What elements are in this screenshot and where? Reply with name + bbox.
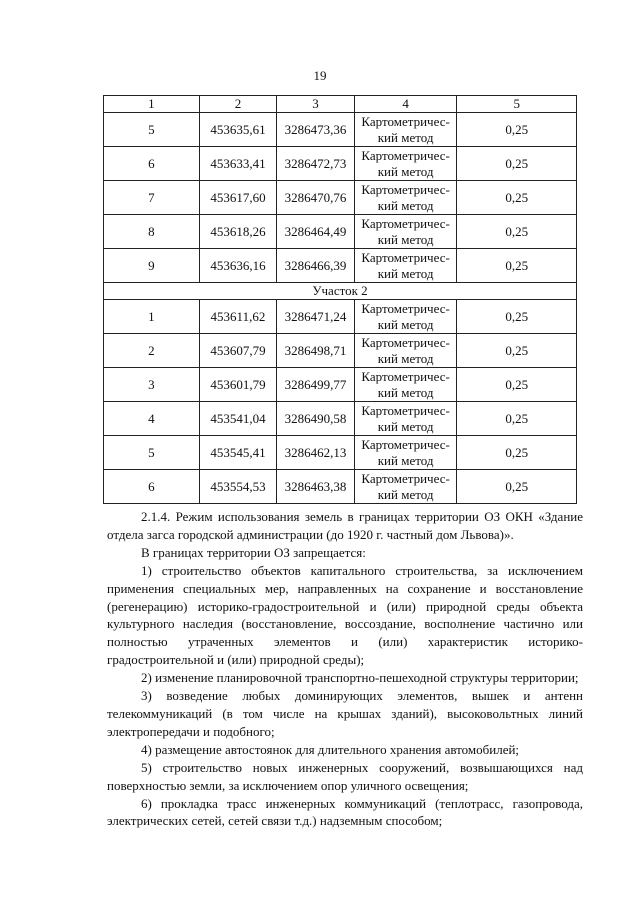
coord-x: 453554,53 [199, 470, 276, 504]
table-row [104, 368, 577, 402]
method-line: Картометричес- [361, 181, 450, 197]
method-line: Картометричес- [361, 113, 450, 129]
method-cell [354, 147, 457, 181]
coord-y: 3286499,77 [277, 368, 355, 402]
coord-y: 3286490,58 [277, 402, 355, 436]
method-line: Картометричес- [361, 215, 450, 231]
coord-y: 3286464,49 [277, 215, 355, 249]
method-cell [354, 436, 457, 470]
coord-y: 3286472,73 [277, 147, 355, 181]
header-cell: 5 [457, 96, 577, 113]
coord-x: 453635,61 [199, 113, 276, 147]
table-row [104, 147, 577, 181]
method-line: кий метод [377, 384, 434, 400]
method-cell [354, 470, 457, 504]
list-item: 3) возведение любых доминирующих элементов, вышек и антенн телекоммуникаций (в том числе на крышах зданий), высоковольтных линий электропередачи и подобного; [107, 688, 583, 739]
list-item: 4) размещение автостоянок для длительного хранения автомобилей; [141, 741, 520, 757]
accuracy: 0,25 [457, 113, 577, 147]
header-cell: 2 [199, 96, 276, 113]
list-item: 5) строительство новых инженерных сооружений, возвышающихся над поверхностью земли, за исключением опор уличного освещения; [107, 759, 583, 793]
coord-y: 3286463,38 [277, 470, 355, 504]
method-line: кий метод [377, 197, 434, 213]
accuracy: 0,25 [457, 470, 577, 504]
method-line: Картометричес- [361, 249, 450, 265]
list-item: 1) строительство объектов капитального строительства, за исключением применения специальных мер, направленных на сохранение и восстановление (регенерацию) историко-градостроительной и (или) природной среды объекта культурного наследия (восстановление, воссоздание, восполнение частично или полностью утраченных элементов и (или) характеристик историко-градостроительной и (или) природной среды); [107, 562, 583, 668]
accuracy: 0,25 [457, 300, 577, 334]
method-cell [354, 402, 457, 436]
point-number: 5 [104, 436, 200, 470]
coord-y: 3286470,76 [277, 181, 355, 215]
coord-x: 453633,41 [199, 147, 276, 181]
method-line: кий метод [377, 452, 434, 468]
point-number: 7 [104, 181, 200, 215]
coord-y: 3286473,36 [277, 113, 355, 147]
method-line: Картометричес- [361, 402, 450, 418]
accuracy: 0,25 [457, 147, 577, 181]
coord-y: 3286498,71 [277, 334, 355, 368]
accuracy: 0,25 [457, 334, 577, 368]
coord-y: 3286462,13 [277, 436, 355, 470]
method-line: кий метод [377, 350, 434, 366]
header-cell: 4 [354, 96, 457, 113]
table-row [104, 402, 577, 436]
body-text [107, 508, 583, 830]
table-row [104, 470, 577, 504]
table-row [104, 181, 577, 215]
point-number: 1 [104, 300, 200, 334]
coord-x: 453545,41 [199, 436, 276, 470]
page-number: 19 [313, 68, 327, 83]
table-row [104, 300, 577, 334]
section-row [104, 283, 577, 300]
method-line: Картометричес- [361, 300, 450, 316]
coord-x: 453617,60 [199, 181, 276, 215]
accuracy: 0,25 [457, 215, 577, 249]
method-cell [354, 113, 457, 147]
table-row [104, 249, 577, 283]
point-number: 3 [104, 368, 200, 402]
coord-x: 453618,26 [199, 215, 276, 249]
coordinates-table [103, 95, 577, 504]
method-line: кий метод [377, 316, 434, 332]
method-line: кий метод [377, 231, 434, 247]
point-number: 9 [104, 249, 200, 283]
accuracy: 0,25 [457, 402, 577, 436]
point-number: 8 [104, 215, 200, 249]
table-row [104, 215, 577, 249]
section-heading: 2.1.4. Режим использования земель в границах территории ОЗ ОКН «Здание отдела загса городской администрации (до 1920 г. частный дом Львова)». [107, 509, 583, 542]
method-line: кий метод [377, 129, 434, 145]
table-header-row [104, 96, 577, 113]
section-label: Участок 2 [104, 283, 577, 300]
accuracy: 0,25 [457, 436, 577, 470]
coord-y: 3286471,24 [277, 300, 355, 334]
table-row [104, 334, 577, 368]
coord-x: 453601,79 [199, 368, 276, 402]
method-cell [354, 334, 457, 368]
method-line: кий метод [377, 265, 434, 281]
coord-x: 453607,79 [199, 334, 276, 368]
point-number: 6 [104, 147, 200, 181]
method-cell [354, 181, 457, 215]
list-item: 6) прокладка трасс инженерных коммуникаций (теплотрасс, газопровода, электрических сетей, сетей связи т.д.) надземным способом; [107, 795, 583, 829]
method-line: Картометричес- [361, 334, 450, 350]
method-line: Картометричес- [361, 368, 450, 384]
header-cell: 3 [277, 96, 355, 113]
point-number: 5 [104, 113, 200, 147]
method-line: Картометричес- [361, 436, 450, 452]
point-number: 6 [104, 470, 200, 504]
coord-x: 453611,62 [199, 300, 276, 334]
point-number: 4 [104, 402, 200, 436]
method-line: Картометричес- [361, 147, 450, 163]
method-cell [354, 300, 457, 334]
coord-y: 3286466,39 [277, 249, 355, 283]
intro-paragraph: В границах территории ОЗ запрещается: [141, 544, 366, 560]
header-cell: 1 [104, 96, 200, 113]
method-line: Картометричес- [361, 470, 450, 486]
table-row [104, 113, 577, 147]
method-line: кий метод [377, 163, 434, 179]
accuracy: 0,25 [457, 249, 577, 283]
method-line: кий метод [377, 486, 434, 502]
method-cell [354, 368, 457, 402]
method-cell [354, 249, 457, 283]
accuracy: 0,25 [457, 368, 577, 402]
coord-x: 453636,16 [199, 249, 276, 283]
accuracy: 0,25 [457, 181, 577, 215]
list-item: 2) изменение планировочной транспортно-пешеходной структуры территории; [141, 670, 579, 686]
method-cell [354, 215, 457, 249]
point-number: 2 [104, 334, 200, 368]
method-line: кий метод [377, 418, 434, 434]
coord-x: 453541,04 [199, 402, 276, 436]
table-row [104, 436, 577, 470]
